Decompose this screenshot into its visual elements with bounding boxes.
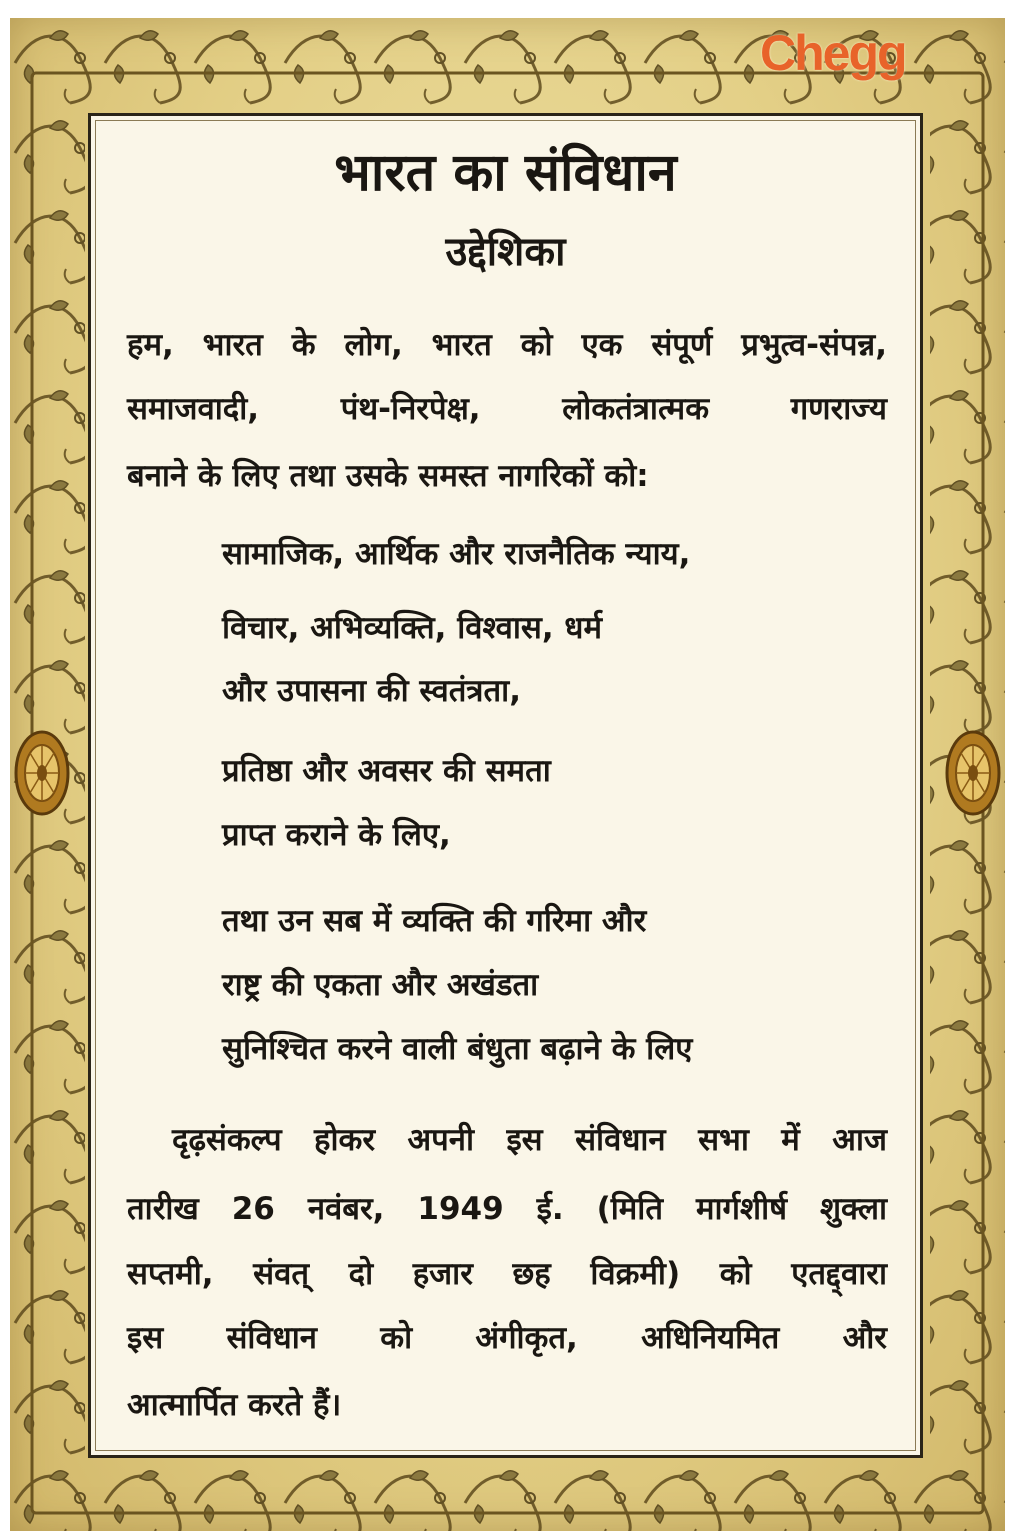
- chegg-watermark: Chegg: [760, 25, 906, 81]
- clause-line: सुनिश्चित करने वाली बंधुता बढ़ाने के लिए: [222, 1031, 693, 1067]
- clause-line: प्रतिष्ठा और अवसर की समता: [222, 753, 551, 789]
- document-title: भारत का संविधान: [334, 143, 677, 203]
- clause-line: प्राप्त कराने के लिए,: [222, 817, 451, 853]
- clause-line: और उपासना की स्वतंत्रता,: [222, 673, 521, 709]
- document-subtitle: उद्देशिका: [445, 229, 566, 275]
- left-chakra-icon: [14, 730, 70, 816]
- clause-line: राष्ट्र की एकता और अखंडता: [222, 967, 539, 1003]
- right-chakra-icon: [945, 730, 1001, 816]
- clause-line: सामाजिक, आर्थिक और राजनैतिक न्याय,: [222, 536, 691, 572]
- clause-line: विचार, अभिव्यक्ति, विश्वास, धर्म: [222, 610, 603, 646]
- closing-line: सप्तमी, संवत् दो हजार छह विक्रमी) को एतद्द्वारा: [127, 1256, 887, 1292]
- intro-line: हम, भारत के लोग, भारत को एक संपूर्ण प्रभुत्व-संपन्न,: [127, 327, 887, 363]
- intro-line: समाजवादी, पंथ-निरपेक्ष, लोकतंत्रात्मक गणराज्य: [127, 391, 887, 427]
- clause-line: तथा उन सब में व्यक्ति की गरिमा और: [222, 903, 647, 939]
- intro-line: बनाने के लिए तथा उसके समस्त नागरिकों को:: [127, 458, 649, 494]
- closing-line: आत्मार्पित करते हैं।: [127, 1387, 342, 1423]
- closing-line: तारीख 26 नवंबर, 1949 ई. (मिति मार्गशीर्ष शुक्ला: [127, 1191, 887, 1227]
- closing-line: दृढ़संकल्प होकर अपनी इस संविधान सभा में आज: [172, 1122, 887, 1158]
- closing-line: इस संविधान को अंगीकृत, अधिनियमित और: [127, 1320, 887, 1356]
